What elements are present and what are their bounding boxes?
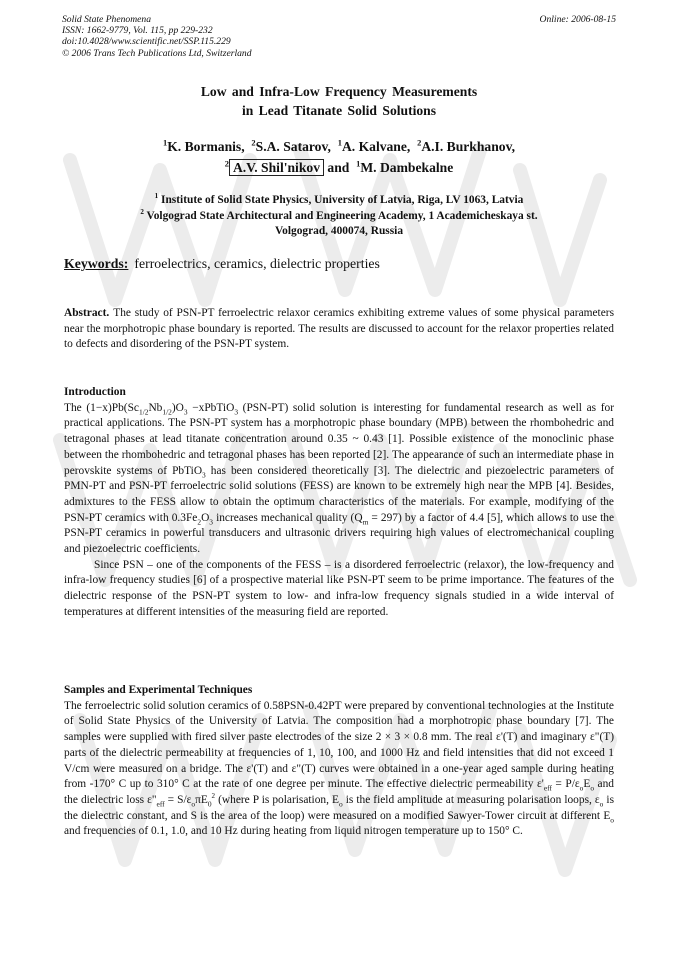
author-conjunction: and xyxy=(327,160,350,175)
author-name: S.A. Satarov, xyxy=(255,139,331,154)
keywords xyxy=(64,256,380,272)
journal-doi: doi:10.4028/www.scientific.net/SSP.115.229 xyxy=(62,36,231,48)
keywords-text: ferroelectrics, ceramics, dielectric properties xyxy=(134,256,380,271)
section-heading: Samples and Experimental Techniques xyxy=(64,684,253,696)
author-affil-mark: 1 xyxy=(356,158,361,169)
author-affil-mark: 2 xyxy=(251,137,256,148)
introduction-paragraph-2: Since PSN – one of the components of the FESS – is a disordered ferroelectric (relaxor), the low-frequency and infra-low frequency studies [6] of a prospective material like PSN-PT seem to be prime importance. The features of the dielectric response of the PSN-PT system to low- and infra-low frequency signals studied in a wide interval of temperatures at different intensities of the measuring field are reported. xyxy=(64,558,614,618)
affiliation-text: Volgograd State Architectural and Engineering Academy, 1 Academicheskaya st. xyxy=(146,209,538,222)
paper-title xyxy=(64,82,614,120)
affiliation-2 xyxy=(64,209,614,225)
author-name-highlighted[interactable]: A.V. Shil'nikov xyxy=(229,159,324,176)
affiliation-1 xyxy=(64,193,614,209)
author-list xyxy=(64,136,614,178)
journal-name: Solid State Phenomena xyxy=(62,14,151,25)
title-line-2: in Lead Titanate Solid Solutions xyxy=(241,103,437,118)
introduction-section xyxy=(64,385,614,621)
keywords-label: Keywords: xyxy=(64,256,129,271)
abstract xyxy=(64,306,614,353)
author-affil-mark: 1 xyxy=(162,137,168,148)
abstract-text: The study of PSN-PT ferroelectric relaxor ceramics exhibiting extreme values of some physical parameters near the morphotropic phase boundary is reported. The results are discussed to account for the relaxor properties related to defects and disordering of the PSN-PT system. xyxy=(64,307,614,351)
author-name: M. Dambekalne xyxy=(360,160,454,175)
author-name: A. Kalvane, xyxy=(341,139,411,154)
title-line-1: Low and Infra-Low Frequency Measurements xyxy=(200,84,478,99)
abstract-label: Abstract. xyxy=(64,307,110,319)
affiliation-text: Institute of Solid State Physics, University of Latvia, Riga, LV 1063, Latvia xyxy=(161,194,524,206)
samples-section xyxy=(64,683,614,840)
author-line-2 xyxy=(64,157,614,178)
section-heading: Introduction xyxy=(64,386,126,398)
journal-copyright: © 2006 Trans Tech Publications Ltd, Switzerland xyxy=(62,47,252,59)
affiliations xyxy=(64,193,614,240)
author-affil-mark: 2 xyxy=(417,137,422,148)
affiliation-mark: 1 xyxy=(154,192,159,201)
author-affil-mark: 2 xyxy=(224,158,229,169)
journal-issn: ISSN: 1662-9779, Vol. 115, pp 229-232 xyxy=(62,25,213,37)
author-name: K. Bormanis, xyxy=(167,139,245,154)
author-line-1 xyxy=(64,136,614,157)
author-name: A.I. Burkhanov, xyxy=(421,139,516,154)
affiliation-2-city: Volgograd, 400074, Russia xyxy=(274,225,404,237)
samples-paragraph: The ferroelectric solid solution ceramics of 0.58PSN-0.42PT were prepared by conventional technologies at the Institute of Solid State Physics of the University of Latvia. The composition had a morphotropic phase boundary [7]. The samples were supplied with fired silver paste electrodes of the size 2 × 3 × 0.8 mm. The real ε'(T) and imaginary ε"(T) parts of the dielectric permeability at frequencies of 1, 10, 100, and 1000 Hz and field intensities that did not exceed 1 V/cm were measured on a bridge. The ε'(T) and ε"(T) curves were obtained in a one-year aged sample during heating from -170° C up to 310° C at the rate of one degree per minute. The effective dielectric permeability $\varepsilon'_{eff} = P/\varepsilon_oE_o$ and the dielectric loss $\varepsilon"_{eff} = S/\varepsilon_o\pi E_0^2$ (where P is polarisation, $E_o$ is the field amplitude at measuring polarisation loops, $\varepsilon_o$ is the dielectric constant, and S is the area of the loop) were measured on a modified Sawyer-Tower circuit at different $E_o$ and frequencies of 0.1, 1.0, and 10 Hz during heating from liquid nitrogen temperature up to 150° C. xyxy=(64,699,615,838)
author-affil-mark: 1 xyxy=(337,137,342,148)
introduction-paragraph-1: The $(1-x)Pb(Sc_{1/2}Nb_{1/2})O_3$ −xPbTiO$_3$ (PSN-PT) solid solution is interesting for fundamental research as well as for practical applications. The PSN-PT system has a morphotropic phase boundary (MPB) between the rhombohedric and tetragonal phases at lead titanate concentration around 0.35 ~ 0.43 [1]. Possible existence of the monoclinic phase between the rhombohedric and tetragonal phases has been reported [2]. The appearance of such an intermediate phase in perovskite systems of PbTiO$_3$ has been considered theoretically [3]. The dielectric and piezoelectric parameters of PMN-PT and PSN-PT ferroelectric solid solutions (FESS) are known to be extremely high near the MPB [4]. Besides, admixtures to the FESS allow to obtain the optimum characteristics of the materials. For example, modifying of the PSN-PT ceramics with $0.3Fe_2O_3$ increases mechanical quality $(Q_m = 297)$ by a factor of 4.4 [5], which allows to use the PSN-PT ceramics in powerful transducers and ultrasonic drivers requiring high values of electromechanical coupling and piezoelectric coefficients. xyxy=(64,401,615,556)
online-date: Online: 2006-08-15 xyxy=(539,14,616,25)
journal-header xyxy=(62,14,252,59)
affiliation-mark: 2 xyxy=(140,207,144,216)
